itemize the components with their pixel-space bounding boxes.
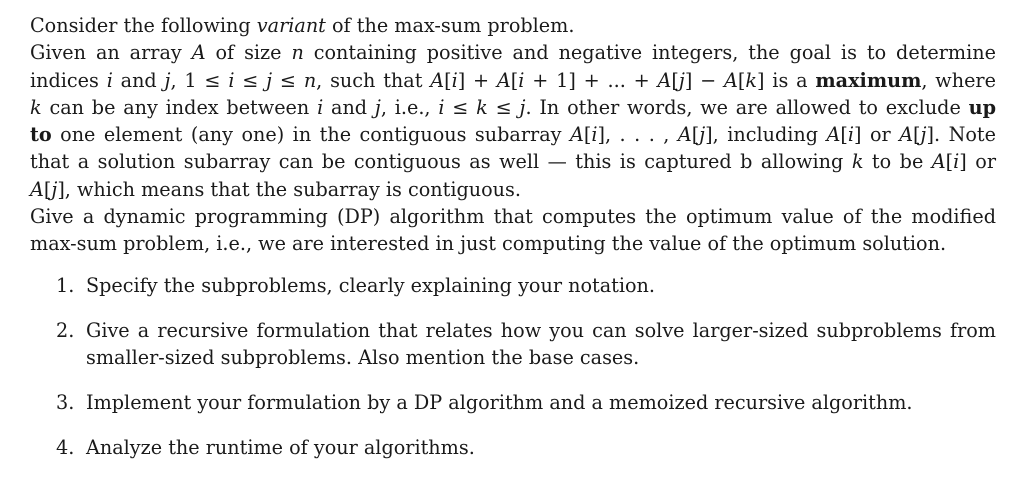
item-text: Give a recursive formulation that relates how you can solve larger-sized subproblems from smaller-sized subproblems. Also mention the base cases. [86, 318, 996, 369]
variant-emphasis: variant [256, 14, 326, 37]
up-bold: up [968, 95, 996, 119]
given-line-2: indices i and j, 1 ≤ i ≤ j ≤ n, such that A[i] + A[i + 1] + ... + A[j] − A[k] is a maximum, where [30, 68, 996, 92]
given-line-4: to one element (any one) in the contiguous subarray A[i], . . . , A[j], including A[i] or A[j]. Note [30, 123, 996, 147]
item-number: 4. [56, 435, 75, 459]
question-list [30, 272, 996, 461]
to-bold: to [30, 123, 52, 147]
given-line-3: k can be any index between i and j, i.e., i ≤ k ≤ j. In other words, we are allowed to exclude up [30, 95, 996, 119]
maximum-bold: maximum [815, 68, 922, 92]
list-item [30, 389, 996, 416]
item-text: Specify the subproblems, clearly explaining your notation. [86, 273, 656, 297]
problem-statement [30, 12, 996, 258]
list-item [30, 272, 996, 299]
item-text: Implement your formulation by a DP algorithm and a memoized recursive algorithm. [86, 390, 913, 414]
given-line-5: that a solution subarray can be contiguous as well — this is captured b allowing k to be A[i] or [30, 150, 996, 174]
item-number: 1. [56, 273, 75, 297]
item-text: Analyze the runtime of your algorithms. [86, 435, 475, 459]
task-line-2: max-sum problem, i.e., we are interested in just computing the value of the optimum solution. [30, 232, 947, 256]
item-number: 3. [56, 390, 75, 414]
task-line-1: Give a dynamic programming (DP) algorithm that computes the optimum value of the modified [30, 205, 996, 229]
item-number: 2. [56, 318, 75, 342]
given-line-6: A[j], which means that the subarray is contiguous. [30, 177, 521, 201]
given-line-1: Given an array A of size n containing positive and negative integers, the goal is to determine [30, 41, 996, 65]
list-item [30, 317, 996, 371]
list-item [30, 434, 996, 461]
intro-line: Consider the following variant of the max-sum problem. [30, 14, 575, 37]
